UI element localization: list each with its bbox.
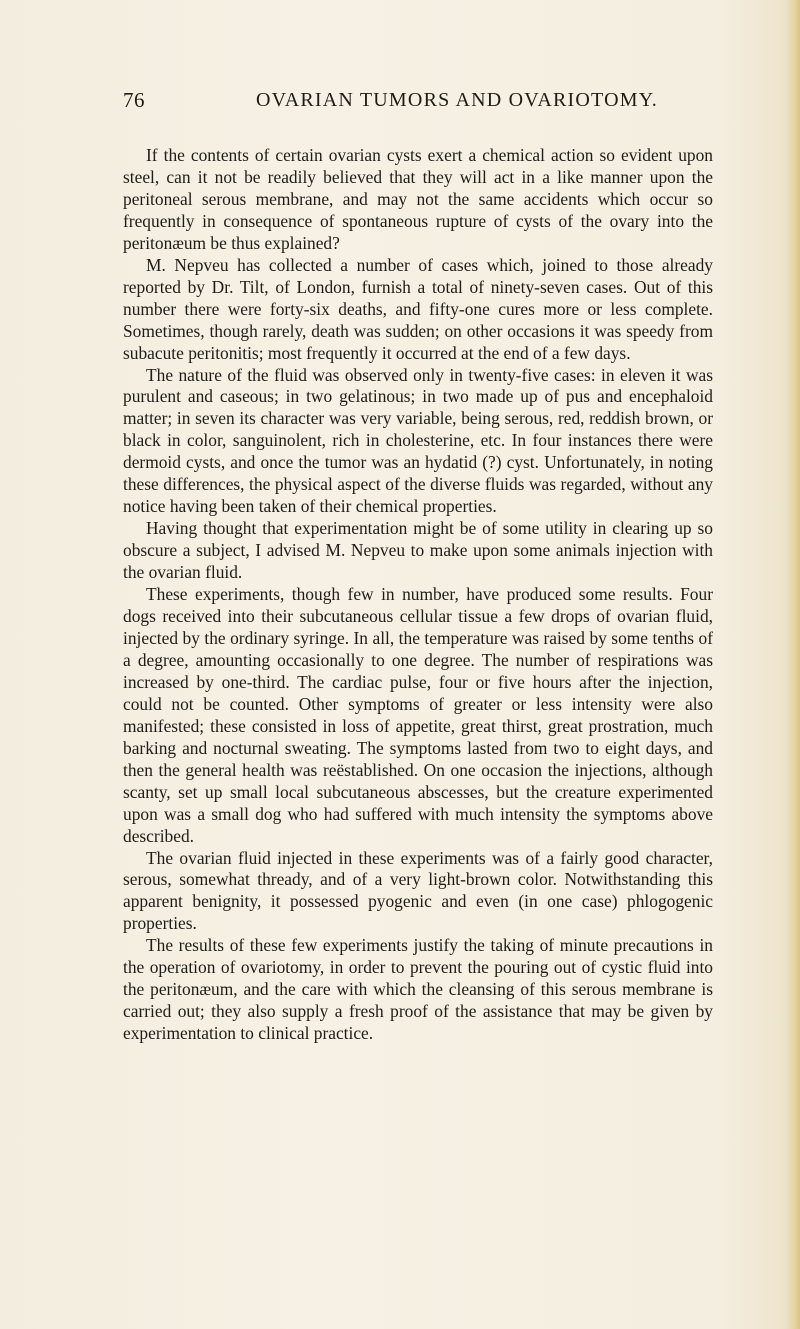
paragraph-1: If the contents of certain ovarian cysts exert a chemical action so evident upon steel, can it not be readily believed that they will act in a like manner upon the peritoneal serous membrane, and may not the same accidents which occur so frequently in consequence of spontaneous rupture of cysts of the ovary into the peritonæum be thus explained? [123, 145, 713, 253]
paragraph-7: The results of these few experiments justify the taking of minute precautions in the operation of ovariotomy, in order to prevent the pouring out of cystic fluid into the peritonæum, and the care with which the cleansing of this serous membrane is carried out; they also supply a fresh proof of the assistance that may be given by experimentation to clinical practice. [123, 935, 713, 1044]
paragraph-3: The nature of the fluid was observed only in twenty-five cases: in eleven it was purulent and caseous; in two gelatinous; in two made up of pus and encephaloid matter; in seven its character was very variable, being serous, red, reddish brown, or black in color, sanguinolent, rich in cholesterine, etc. In four instances there were dermoid cysts, and once the tumor was an hydatid (?) cyst. Unfortunately, in noting these differences, the physical aspect of the diverse fluids was regarded, without any notice having been taken of their chemical properties. [123, 364, 713, 517]
paragraph-4: Having thought that experimentation might be of some utility in clearing up so obscure a subject, I advised M. Nepveu to make upon some animals injection with the ovarian fluid. [123, 518, 713, 583]
running-head: OVARIAN TUMORS AND OVARIOTOMY. [256, 89, 658, 111]
paragraph-6: The ovarian fluid injected in these experiments was of a fairly good character, serous, somewhat thready, and of a very light-brown color. Notwithstanding this apparent benignity, it possessed pyogenic and even (in one case) phlogogenic properties. [123, 847, 713, 934]
body-text [123, 145, 713, 1045]
paragraph-2: M. Nepveu has collected a number of cases which, joined to those already reported by Dr. Tilt, of London, furnish a total of ninety-seven cases. Out of this number there were forty-six deaths, and fifty-one cures more or less complete. Sometimes, though rarely, death was sudden; on other occasions it was speedy from subacute peritonitis; most frequently it occurred at the end of a few days. [123, 254, 713, 363]
page-edge-shading [786, 0, 800, 1329]
page-header [123, 88, 713, 118]
paragraph-5: These experiments, though few in number, have produced some results. Four dogs received into their subcutaneous cellular tissue a few drops of ovarian fluid, injected by the ordinary syringe. In all, the temperature was raised by some tenths of a degree, amounting occasionally to one degree. The number of respirations was increased by one-third. The cardiac pulse, four or five hours after the injection, could not be counted. Other symptoms of greater or less intensity were also manifested; these consisted in loss of appetite, great thirst, great prostration, much barking and nocturnal sweating. The symptoms lasted from two to eight days, and then the general health was reëstablished. On one occasion the injections, although scanty, set up small local subcutaneous abscesses, but the creature experimented upon was a small dog who had suffered with much intensity the symptoms above described. [123, 584, 713, 846]
page-number: 76 [123, 88, 145, 112]
